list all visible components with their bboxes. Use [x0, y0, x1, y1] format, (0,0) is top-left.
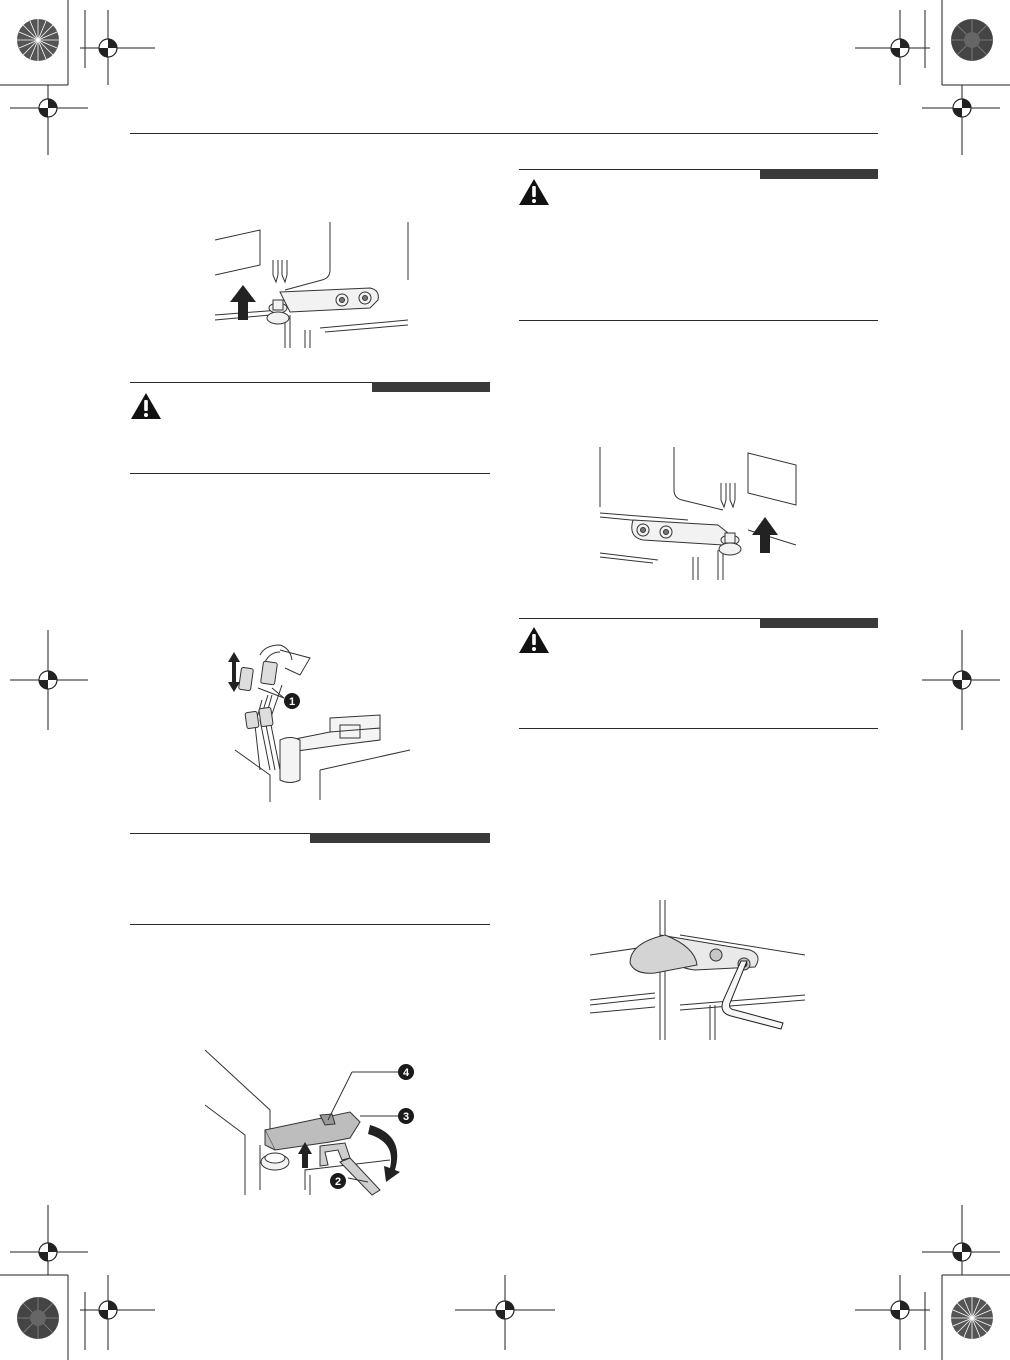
- callout-1-label: 1: [288, 696, 296, 708]
- warning-triangle-icon: [518, 178, 550, 206]
- warning-rule-bottom: [519, 728, 878, 729]
- hinge-plate: [265, 1112, 380, 1195]
- double-arrow-icon: [228, 652, 240, 692]
- warning-triangle-icon: [518, 626, 550, 654]
- warning-triangle-icon: [130, 392, 162, 420]
- registration-wheel-top-left: [16, 18, 60, 62]
- hex-wrench-icon: [722, 961, 783, 1029]
- header-rule: [130, 133, 878, 134]
- registration-wheel-top-right: [950, 18, 994, 62]
- warning-bar: [760, 169, 878, 179]
- figure-wire-connectors: [220, 640, 420, 802]
- registration-wheel-bottom-right: [950, 1296, 994, 1340]
- warning-bar: [760, 618, 878, 628]
- rotate-arrow-icon: [368, 1125, 400, 1182]
- hinge-bracket: [632, 520, 741, 555]
- warning-rule-bottom: [519, 320, 878, 321]
- hinge-bracket: [267, 288, 378, 324]
- callout-3-label: 3: [402, 1111, 410, 1123]
- warning-bar: [372, 382, 490, 392]
- warning-rule-bottom: [130, 473, 490, 474]
- figure-hinge-right-lift: [598, 445, 798, 580]
- arrow-up-icon: [752, 517, 778, 553]
- registration-wheel-bottom-left: [16, 1296, 60, 1340]
- callout-4-label: 4: [402, 1067, 410, 1079]
- figure-hinge-left-lift: [210, 220, 410, 350]
- note-bar: [310, 833, 490, 843]
- figure-hinge-removal: [200, 1050, 420, 1200]
- arrow-up-icon: [230, 285, 256, 320]
- note-rule-bottom: [130, 924, 490, 925]
- figure-hex-wrench-hinge: [585, 895, 810, 1040]
- callout-2-label: 2: [334, 1176, 342, 1188]
